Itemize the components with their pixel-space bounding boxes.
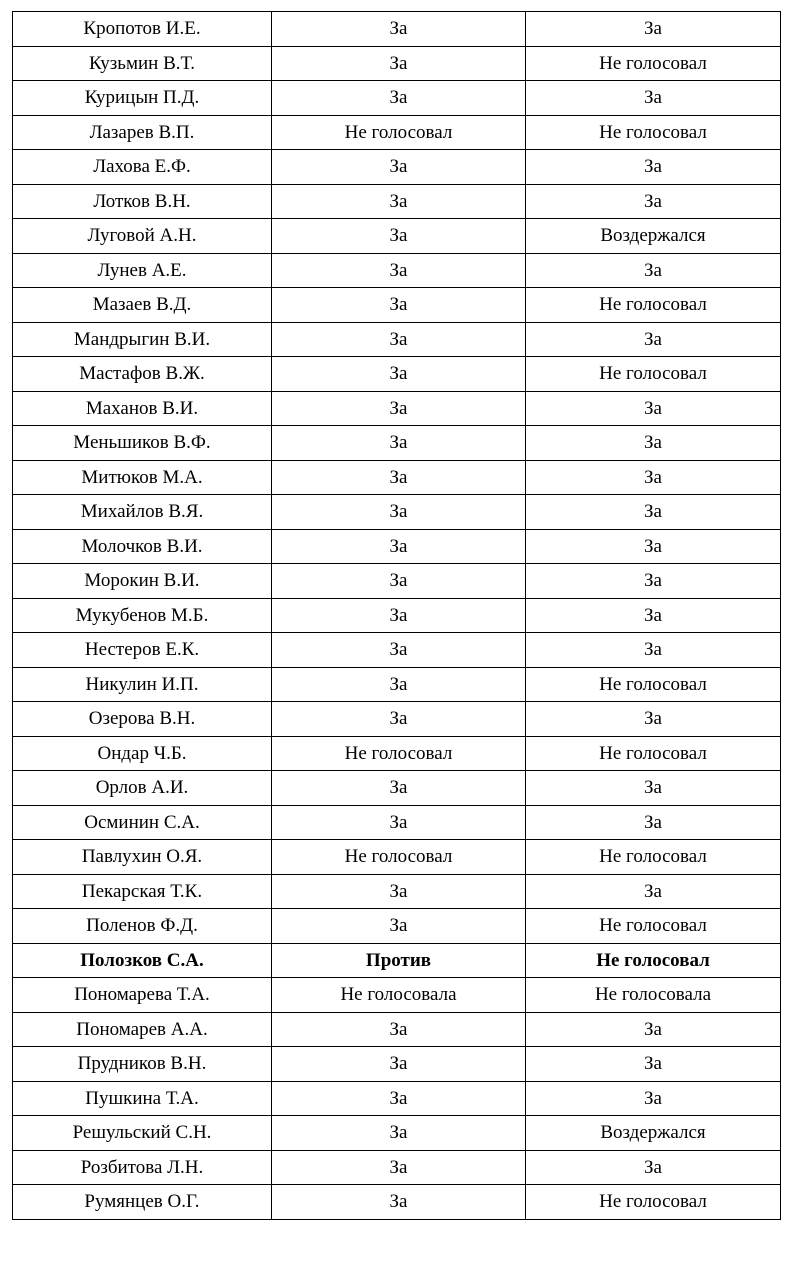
table-row	[13, 219, 781, 254]
deputy-name-cell: Михайлов В.Я.	[13, 495, 272, 530]
table-row	[13, 1012, 781, 1047]
deputy-name-cell: Румянцев О.Г.	[13, 1185, 272, 1220]
vote-2-cell: За	[526, 184, 781, 219]
vote-2-cell: За	[526, 564, 781, 599]
vote-1-cell: Не голосовала	[272, 978, 526, 1013]
vote-1-cell: За	[272, 598, 526, 633]
table-row	[13, 322, 781, 357]
table-row	[13, 357, 781, 392]
vote-2-cell: За	[526, 874, 781, 909]
table-row	[13, 874, 781, 909]
deputy-name-cell: Мандрыгин В.И.	[13, 322, 272, 357]
vote-2-cell: За	[526, 702, 781, 737]
vote-1-cell: За	[272, 357, 526, 392]
vote-2-cell: За	[526, 529, 781, 564]
vote-1-cell: За	[272, 1047, 526, 1082]
vote-2-cell: Не голосовал	[526, 115, 781, 150]
vote-2-cell: Не голосовал	[526, 736, 781, 771]
deputy-name-cell: Никулин И.П.	[13, 667, 272, 702]
vote-2-cell: За	[526, 1012, 781, 1047]
vote-2-cell: Не голосовал	[526, 288, 781, 323]
deputy-name-cell: Озерова В.Н.	[13, 702, 272, 737]
vote-1-cell: За	[272, 12, 526, 47]
vote-2-cell: За	[526, 633, 781, 668]
vote-2-cell: Воздержался	[526, 219, 781, 254]
vote-1-cell: За	[272, 1081, 526, 1116]
deputy-name-cell: Павлухин О.Я.	[13, 840, 272, 875]
deputy-name-cell: Митюков М.А.	[13, 460, 272, 495]
table-row	[13, 495, 781, 530]
deputy-name-cell: Курицын П.Д.	[13, 81, 272, 116]
vote-1-cell: За	[272, 874, 526, 909]
deputy-name-cell: Нестеров Е.К.	[13, 633, 272, 668]
deputy-name-cell: Молочков В.И.	[13, 529, 272, 564]
deputy-name-cell: Лахова Е.Ф.	[13, 150, 272, 185]
deputy-name-cell: Лазарев В.П.	[13, 115, 272, 150]
table-row	[13, 12, 781, 47]
deputy-name-cell: Лотков В.Н.	[13, 184, 272, 219]
table-row	[13, 598, 781, 633]
deputy-name-cell: Кропотов И.Е.	[13, 12, 272, 47]
deputy-name-cell: Мазаев В.Д.	[13, 288, 272, 323]
vote-2-cell: За	[526, 426, 781, 461]
vote-1-cell: За	[272, 288, 526, 323]
deputy-name-cell: Орлов А.И.	[13, 771, 272, 806]
table-row	[13, 667, 781, 702]
table-row	[13, 736, 781, 771]
deputy-name-cell: Пушкина Т.А.	[13, 1081, 272, 1116]
vote-2-cell: Не голосовал	[526, 943, 781, 978]
deputy-name-cell: Полозков С.А.	[13, 943, 272, 978]
vote-2-cell: За	[526, 1150, 781, 1185]
table-row	[13, 633, 781, 668]
vote-1-cell: За	[272, 253, 526, 288]
vote-1-cell: За	[272, 426, 526, 461]
table-row	[13, 115, 781, 150]
vote-1-cell: За	[272, 529, 526, 564]
vote-2-cell: Не голосовал	[526, 1185, 781, 1220]
table-row	[13, 943, 781, 978]
table-row	[13, 564, 781, 599]
deputy-name-cell: Морокин В.И.	[13, 564, 272, 599]
table-row	[13, 1047, 781, 1082]
table-row	[13, 288, 781, 323]
vote-1-cell: Против	[272, 943, 526, 978]
vote-2-cell: Не голосовал	[526, 357, 781, 392]
deputy-name-cell: Пономарев А.А.	[13, 1012, 272, 1047]
vote-1-cell: За	[272, 633, 526, 668]
deputy-name-cell: Розбитова Л.Н.	[13, 1150, 272, 1185]
vote-1-cell: За	[272, 667, 526, 702]
table-row	[13, 391, 781, 426]
table-row	[13, 978, 781, 1013]
vote-2-cell: Не голосовал	[526, 840, 781, 875]
table-row	[13, 1116, 781, 1151]
vote-1-cell: Не голосовал	[272, 840, 526, 875]
table-row	[13, 840, 781, 875]
table-row	[13, 702, 781, 737]
deputy-name-cell: Маханов В.И.	[13, 391, 272, 426]
vote-2-cell: За	[526, 771, 781, 806]
vote-2-cell: За	[526, 12, 781, 47]
vote-2-cell: За	[526, 391, 781, 426]
vote-1-cell: За	[272, 1012, 526, 1047]
vote-1-cell: За	[272, 1185, 526, 1220]
vote-2-cell: За	[526, 81, 781, 116]
deputy-name-cell: Лунев А.Е.	[13, 253, 272, 288]
vote-1-cell: За	[272, 909, 526, 944]
deputy-name-cell: Решульский С.Н.	[13, 1116, 272, 1151]
vote-1-cell: За	[272, 391, 526, 426]
vote-2-cell: За	[526, 1081, 781, 1116]
vote-1-cell: За	[272, 322, 526, 357]
deputy-name-cell: Пекарская Т.К.	[13, 874, 272, 909]
table-row	[13, 150, 781, 185]
vote-2-cell: За	[526, 150, 781, 185]
vote-2-cell: Не голосовал	[526, 667, 781, 702]
vote-1-cell: За	[272, 460, 526, 495]
vote-2-cell: За	[526, 495, 781, 530]
deputy-name-cell: Мастафов В.Ж.	[13, 357, 272, 392]
deputy-name-cell: Ондар Ч.Б.	[13, 736, 272, 771]
vote-1-cell: За	[272, 150, 526, 185]
vote-2-cell: За	[526, 253, 781, 288]
table-row	[13, 253, 781, 288]
vote-1-cell: За	[272, 1116, 526, 1151]
vote-1-cell: Не голосовал	[272, 736, 526, 771]
vote-2-cell: За	[526, 460, 781, 495]
table-row	[13, 46, 781, 81]
table-row	[13, 1150, 781, 1185]
table-row	[13, 81, 781, 116]
voting-results-table	[12, 11, 781, 1220]
vote-1-cell: За	[272, 46, 526, 81]
vote-2-cell: За	[526, 805, 781, 840]
table-row	[13, 909, 781, 944]
vote-1-cell: За	[272, 805, 526, 840]
vote-1-cell: Не голосовал	[272, 115, 526, 150]
table-row	[13, 529, 781, 564]
deputy-name-cell: Кузьмин В.Т.	[13, 46, 272, 81]
deputy-name-cell: Луговой А.Н.	[13, 219, 272, 254]
vote-2-cell: За	[526, 322, 781, 357]
vote-1-cell: За	[272, 1150, 526, 1185]
voting-results-body	[13, 12, 781, 1220]
vote-1-cell: За	[272, 184, 526, 219]
vote-1-cell: За	[272, 564, 526, 599]
table-row	[13, 771, 781, 806]
vote-1-cell: За	[272, 495, 526, 530]
deputy-name-cell: Осминин С.А.	[13, 805, 272, 840]
table-row	[13, 1081, 781, 1116]
vote-2-cell: Не голосовал	[526, 909, 781, 944]
deputy-name-cell: Пономарева Т.А.	[13, 978, 272, 1013]
deputy-name-cell: Меньшиков В.Ф.	[13, 426, 272, 461]
vote-1-cell: За	[272, 219, 526, 254]
vote-2-cell: Воздержался	[526, 1116, 781, 1151]
vote-2-cell: За	[526, 598, 781, 633]
table-row	[13, 1185, 781, 1220]
deputy-name-cell: Поленов Ф.Д.	[13, 909, 272, 944]
vote-1-cell: За	[272, 702, 526, 737]
table-row	[13, 184, 781, 219]
table-row	[13, 460, 781, 495]
vote-2-cell: Не голосовала	[526, 978, 781, 1013]
vote-2-cell: Не голосовал	[526, 46, 781, 81]
vote-1-cell: За	[272, 771, 526, 806]
table-row	[13, 805, 781, 840]
deputy-name-cell: Мукубенов М.Б.	[13, 598, 272, 633]
vote-2-cell: За	[526, 1047, 781, 1082]
table-row	[13, 426, 781, 461]
vote-1-cell: За	[272, 81, 526, 116]
deputy-name-cell: Прудников В.Н.	[13, 1047, 272, 1082]
